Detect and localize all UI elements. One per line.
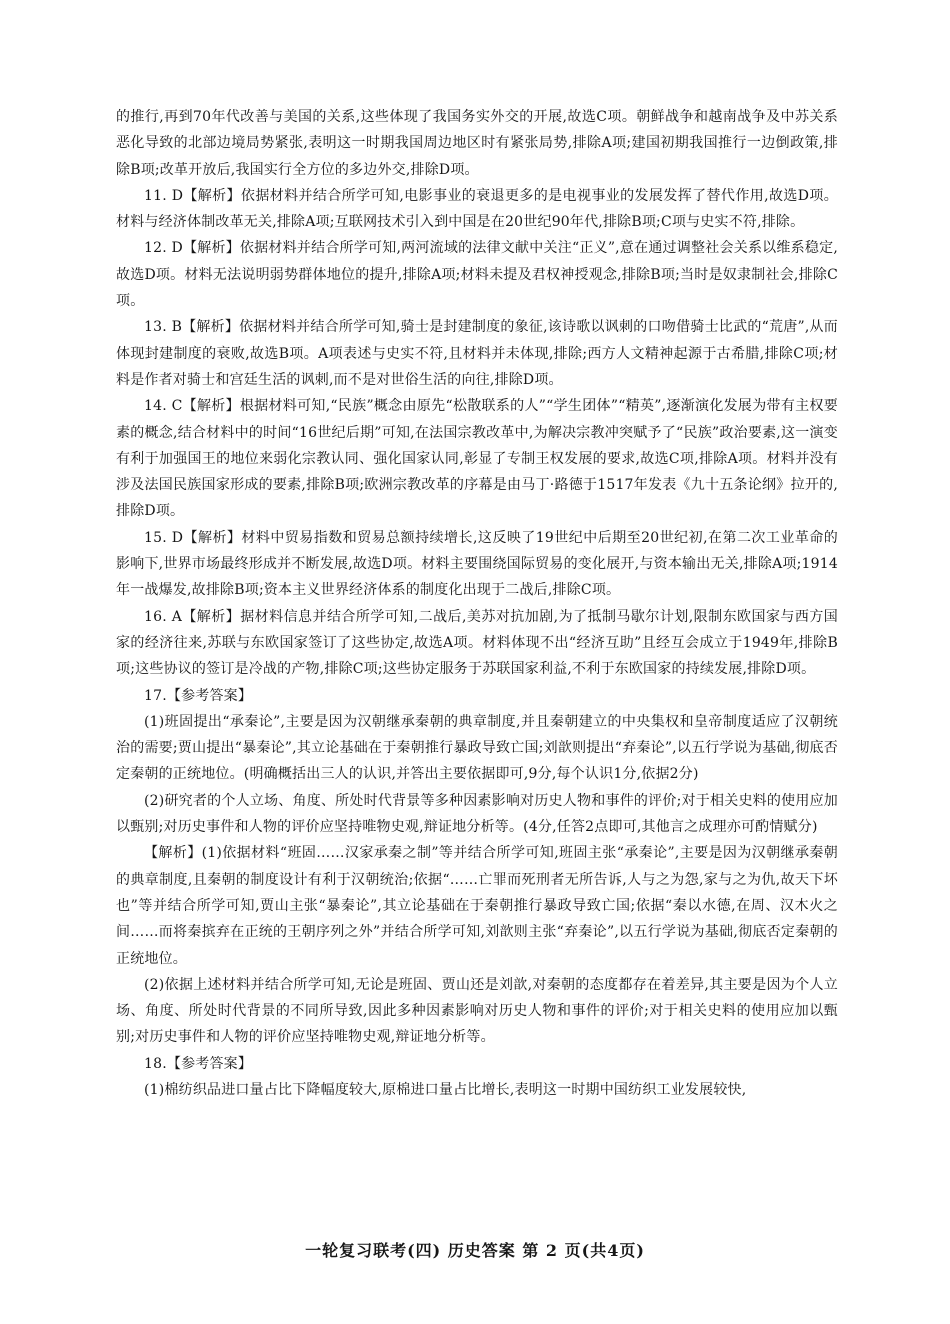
answer-text-body [116,104,838,1103]
paragraph-q17-answer-2: (2)研究者的个人立场、角度、所处时代背景等多种因素影响对历史人物和事件的评价;对于相关史料的使用应加以甄别;对历史事件和人物的评价应坚持唯物史观,辩证地分析等。(4分,任答2点即可,其他言之成理亦可酌情赋分) [116,792,838,836]
paragraph-q18-answer-1: (1)棉纺织品进口量占比下降幅度较大,原棉进口量占比增长,表明这一时期中国纺织工业发展较快, [144,1081,747,1098]
paragraph-q14: 14. C【解析】根据材料可知,“民族”概念由原先“松散联系的人”“学生团体”“精英”,逐渐演化发展为带有主权要素的概念,结合材料中的时间“16世纪后期”可知,在法国宗教改革中,为解决宗教冲突赋予了“民族”政治要素,这一演变有利于加强国王的地位来弱化宗教认同、强化国家认同,彰显了专制王权发展的要求,故选C项,排除A项。材料并没有涉及法国民族国家形成的要素,排除B项;欧洲宗教改革的序幕是由马丁·路德于1517年发表《九十五条论纲》拉开的,排除D项。 [116,398,838,520]
paragraph-q12: 12. D【解析】依据材料并结合所学可知,两河流域的法律文献中关注“正义”,意在通过调整社会关系以维系稳定,故选D项。材料无法说明弱势群体地位的提升,排除A项;材料未提及君权神授观念,排除B项;当时是奴隶制社会,排除C项。 [116,240,838,310]
paragraph-q17-heading: 17.【参考答案】 [144,687,253,704]
paragraph-q17-analysis-1: 【解析】(1)依据材料“班固……汉家承秦之制”等并结合所学可知,班固主张“承秦论”,主要是因为汉朝继承秦朝的典章制度,且秦朝的制度设计有利于汉朝统治;依据“……亡罪而死刑者无所告诉,人与之为怨,家与之为仇,故天下坏也”等并结合所学可知,贾山主张“暴秦论”,其立论基础在于秦朝推行暴政导致亡国;依据“秦以水德,在周、汉木火之间……而将秦摈弃在正统的王朝序列之外”并结合所学可知,刘歆则主张“弃秦论”,以五行学说为基础,彻底否定秦朝的正统地位。 [116,845,838,967]
paragraph-q13: 13. B【解析】依据材料并结合所学可知,骑士是封建制度的象征,该诗歌以讽刺的口吻借骑士比武的“荒唐”,从而体现封建制度的衰败,故选B项。A项表述与史实不符,且材料并未体现,排除;西方人文精神起源于古希腊,排除C项;材料是作者对骑士和宫廷生活的讽刺,而不是对世俗生活的向往,排除D项。 [116,319,838,388]
paragraph-q11: 11. D【解析】依据材料并结合所学可知,电影事业的衰退更多的是电视事业的发展发挥了替代作用,故选D项。材料与经济体制改革无关,排除A项;互联网技术引入到中国是在20世纪90年代,排除B项;C项与史实不符,排除。 [116,187,838,231]
paragraph-q10-continued: 的推行,再到70年代改善与美国的关系,这些体现了我国务实外交的开展,故选C项。朝鲜战争和越南战争及中苏关系恶化导致的北部边境局势紧张,表明这一时期我国周边地区时有紧张局势,排除A项;建国初期我国推行一边倒政策,排除B项;改革开放后,我国实行全方位的多边外交,排除D项。 [116,109,838,178]
paragraph-q15: 15. D【解析】材料中贸易指数和贸易总额持续增长,这反映了19世纪中后期至20世纪初,在第二次工业革命的影响下,世界市场最终形成并不断发展,故选D项。材料主要围绕国际贸易的变化展开,与资本输出无关,排除A项;1914年一战爆发,故排除B项;资本主义世界经济体系的制度化出现于二战后,排除C项。 [116,529,838,599]
paragraph-q17-answer-1: (1)班固提出“承秦论”,主要是因为汉朝继承秦朝的典章制度,并且秦朝建立的中央集权和皇帝制度适应了汉朝统治的需要;贾山提出“暴秦论”,其立论基础在于秦朝推行暴政导致亡国;刘歆则提出“弃秦论”,以五行学说为基础,彻底否定秦朝的正统地位。(明确概括出三人的认识,并答出主要依据即可,9分,每个认识1分,依据2分) [116,713,838,783]
paragraph-q17-analysis-2: (2)依据上述材料并结合所学可知,无论是班固、贾山还是刘歆,对秦朝的态度都存在着差异,其主要是因为个人立场、角度、所处时代背景的不同所导致,因此多种因素影响对历史人物和事件的评价;对于相关史料的使用应加以甄别;对历史事件和人物的评价应坚持唯物史观,辩证地分析等。 [116,976,838,1046]
paragraph-q18-heading: 18.【参考答案】 [144,1055,253,1072]
paragraph-q16: 16. A【解析】据材料信息并结合所学可知,二战后,美苏对抗加剧,为了抵制马歇尔计划,限制东欧国家与西方国家的经济往来,苏联与东欧国家签订了这些协定,故选A项。材料体现不出“经济互助”且经互会成立于1949年,排除B项;这些协议的签订是冷战的产物,排除C项;这些协定服务于苏联国家利益,不利于东欧国家的持续发展,排除D项。 [116,608,838,678]
page-footer: 一轮复习联考(四) 历史答案 第 2 页(共4页) [305,1241,645,1260]
